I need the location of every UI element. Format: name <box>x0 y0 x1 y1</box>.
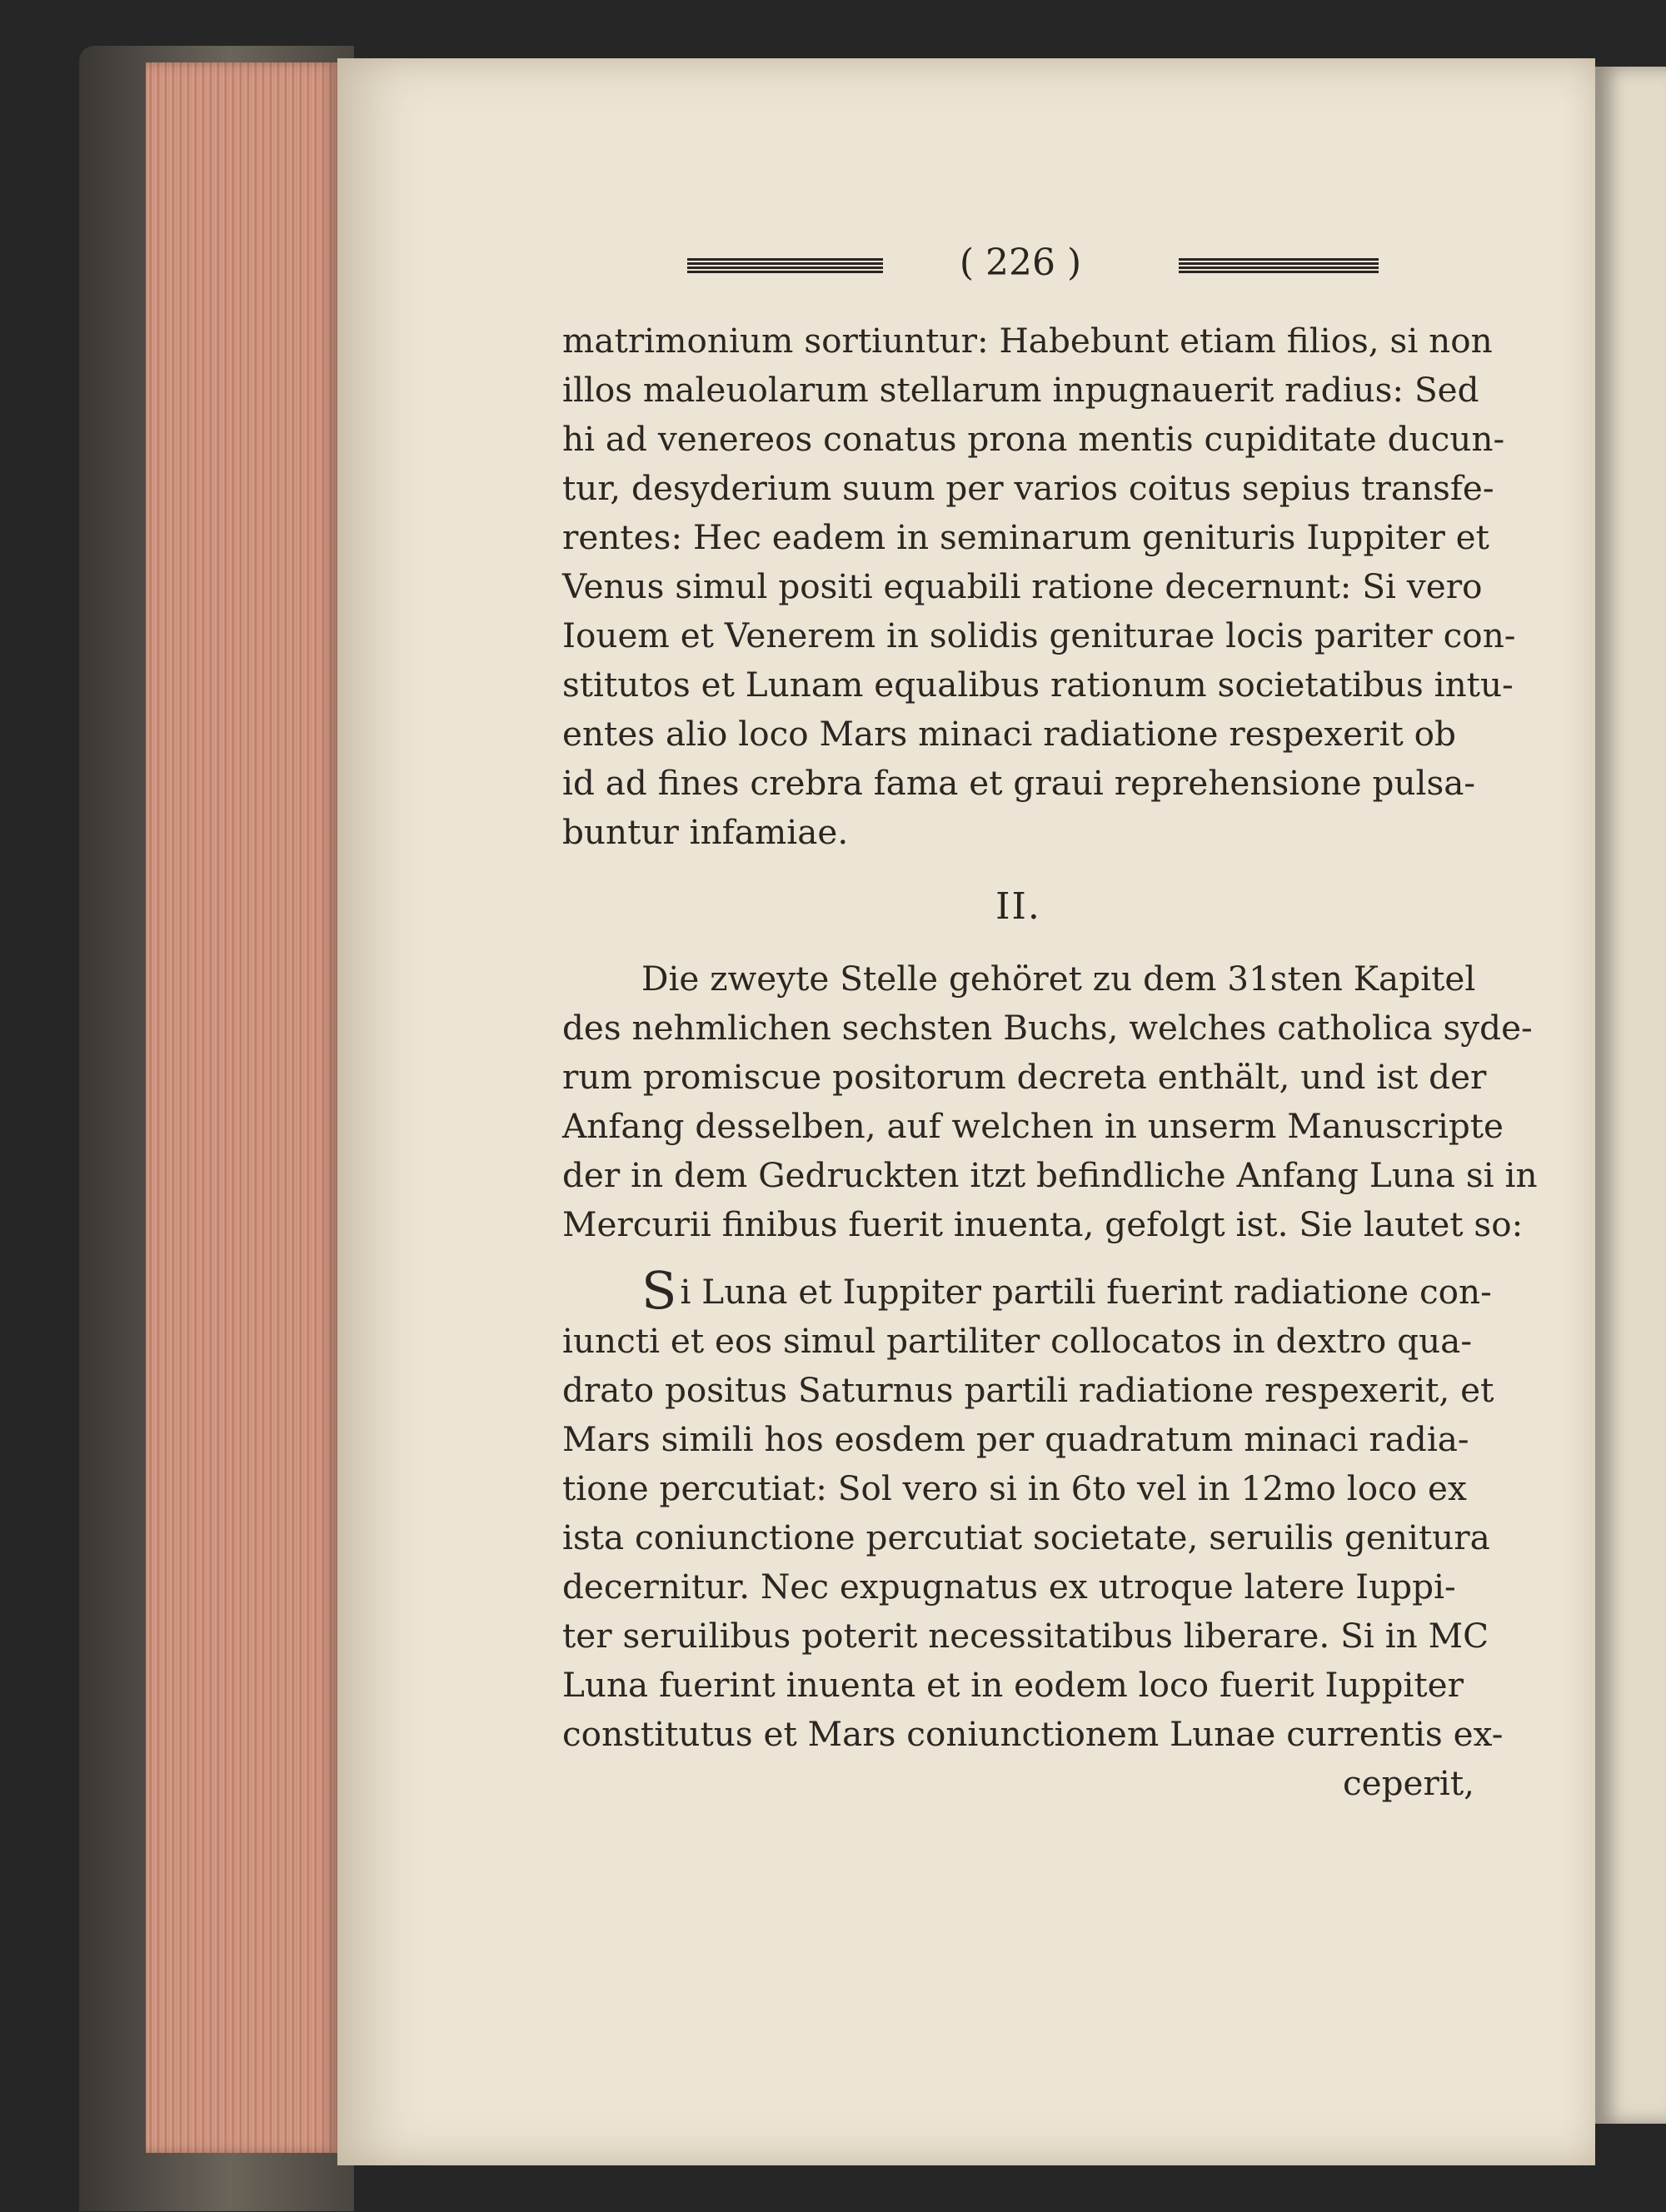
text-line: Iouem et Venerem in solidis geniturae locis pariter con- <box>562 615 1516 655</box>
text-line: ista coniunctione percutiat societate, seruilis genitura <box>562 1517 1490 1557</box>
text-line: rum promiscue positorum decreta enthält, und ist der <box>562 1057 1487 1097</box>
page-edges <box>146 62 337 2153</box>
section-heading: II. <box>995 885 1041 928</box>
text-line: illos maleuolarum stellarum inpugnauerit radius: Sed <box>562 370 1479 410</box>
catchword: ceperit, <box>1342 1763 1474 1803</box>
text-line: tione percutiat: Sol vero si in 6to vel in 12mo loco ex <box>562 1468 1467 1508</box>
german-paragraph <box>562 954 1538 1249</box>
page-number: ( 226 ) <box>959 242 1082 284</box>
body-text <box>562 316 1538 1808</box>
text-line <box>562 1260 1492 1321</box>
text-line: id ad fines crebra fama et graui reprehensione pulsa- <box>562 763 1476 803</box>
text-line: Venus simul positi equabili ratione decernunt: Si vero <box>562 566 1483 606</box>
text-line: hi ad venereos conatus prona mentis cupiditate ducun- <box>562 419 1505 459</box>
text-line: Luna fuerint inuenta et in eodem loco fuerit Iuppiter <box>562 1665 1464 1705</box>
text-line: rentes: Hec eadem in seminarum genituris Iuppiter et <box>562 517 1489 557</box>
text-line: decernitur. Nec expugnatus ex utroque latere Iuppi- <box>562 1567 1456 1607</box>
text-line: buntur infamiae. <box>562 812 849 852</box>
next-page-edge <box>1595 67 1666 2124</box>
text-line: Mars simili hos eosdem per quadratum minaci radia- <box>562 1419 1469 1459</box>
text-line: Mercurii finibus fuerit inuenta, gefolgt ist. Sie lautet so: <box>562 1204 1524 1244</box>
text-line: drato positus Saturnus partili radiatione respexerit, et <box>562 1370 1494 1410</box>
text-line: iuncti et eos simul partiliter collocatos in dextro qua- <box>562 1321 1472 1361</box>
latin-quote-paragraph <box>562 1260 1504 1808</box>
page-header <box>337 242 1595 291</box>
text-line: Anfang desselben, auf welchen in unserm Manuscripte <box>562 1106 1504 1146</box>
text-line: entes alio loco Mars minaci radiatione respexerit ob <box>562 714 1456 754</box>
text-line: matrimonium sortiuntur: Habebunt etiam filios, si non <box>562 321 1493 361</box>
text-line: des nehmlichen sechsten Buchs, welches catholica syde- <box>562 1008 1533 1048</box>
text-line: der in dem Gedruckten itzt befindliche Anfang Luna si in <box>562 1155 1538 1195</box>
text-line-rest: i Luna et Iuppiter partili fuerint radiatione con- <box>680 1272 1492 1312</box>
text-line: Die zweyte Stelle gehöret zu dem 31sten Kapitel <box>641 959 1476 999</box>
text-line: stitutos et Lunam equalibus rationum societatibus intu- <box>562 665 1514 705</box>
header-rule-left <box>687 258 883 273</box>
text-line: ter seruilibus poterit necessitatibus liberare. Si in MC <box>562 1616 1489 1656</box>
text-line: constitutus et Mars coniunctionem Lunae currentis ex- <box>562 1714 1504 1754</box>
drop-cap: S <box>641 1260 677 1321</box>
text-line: tur, desyderium suum per varios coitus sepius transfe- <box>562 468 1494 508</box>
header-rule-right <box>1179 258 1379 273</box>
latin-paragraph-continued <box>562 316 1516 857</box>
